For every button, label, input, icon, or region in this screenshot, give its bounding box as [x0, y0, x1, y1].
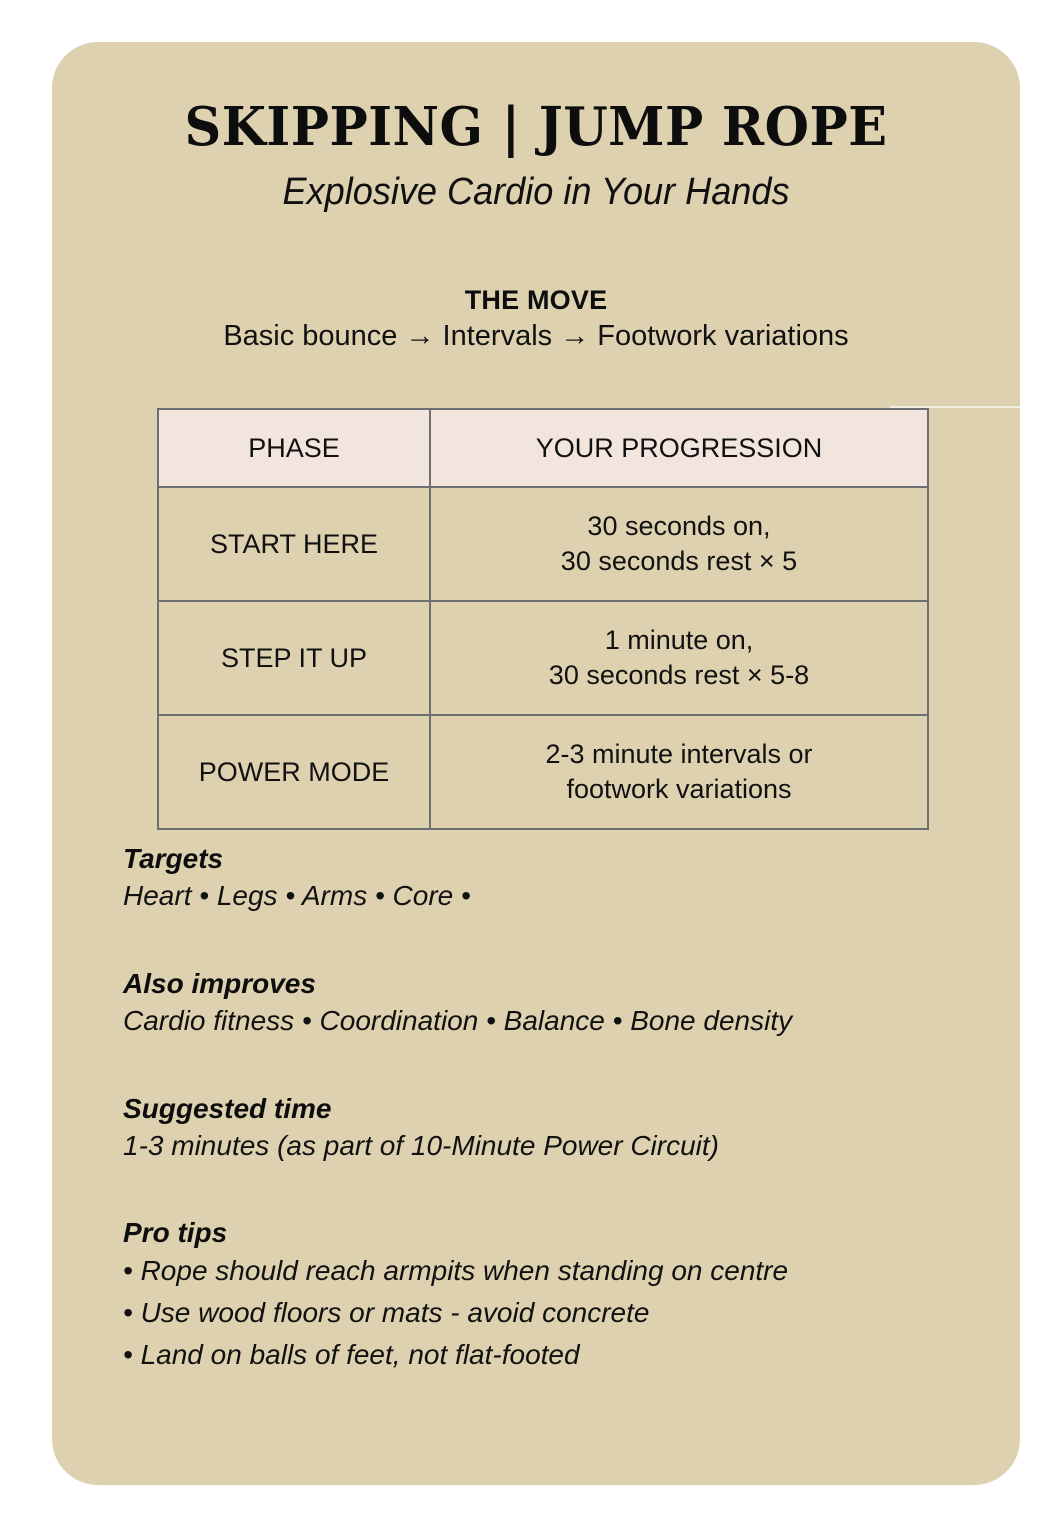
- progression-line-2: 30 seconds rest × 5: [560, 546, 798, 576]
- table-row: [158, 487, 928, 601]
- table-body: [158, 487, 928, 829]
- page-title: SKIPPING | JUMP ROPE: [184, 96, 888, 158]
- progression-line-1: 1 minute on,: [604, 625, 754, 656]
- section-heading-targets: Targets: [123, 843, 224, 874]
- page-subtitle: Explosive Cardio in Your Hands: [282, 171, 790, 213]
- pro-tip-item: • Land on balls of feet, not flat-footed: [123, 1339, 580, 1370]
- suggested-time-value: 1-3 minutes (as part of 10-Minute Power Circuit): [123, 1130, 719, 1161]
- section-suggested-time: [123, 1091, 1003, 1167]
- section-heading-suggested-time: Suggested time: [123, 1093, 332, 1124]
- cell-phase-start-here: START HERE: [158, 487, 430, 601]
- progression-line-1: 30 seconds on,: [587, 511, 771, 542]
- progression-line-1: 2-3 minute intervals or: [545, 739, 813, 770]
- section-heading-pro-tips: Pro tips: [123, 1217, 228, 1248]
- section-also-improves: [123, 966, 1003, 1042]
- section-targets: [123, 841, 1003, 917]
- table-row: [158, 601, 928, 715]
- cell-phase-step-it-up: STEP IT UP: [158, 601, 430, 715]
- cell-phase-power-mode: POWER MODE: [158, 715, 430, 829]
- table-row: [158, 715, 928, 829]
- progression-line-2: 30 seconds rest × 5-8: [548, 660, 810, 690]
- progression-line-2: footwork variations: [566, 774, 792, 804]
- exercise-info-card: [52, 42, 1020, 1485]
- pro-tip-item: • Use wood floors or mats - avoid concrete: [123, 1297, 650, 1328]
- column-header-progression: YOUR PROGRESSION: [430, 409, 928, 487]
- progression-table: [157, 408, 929, 830]
- cell-progression-power-mode: [430, 715, 928, 829]
- table-header: [158, 409, 928, 487]
- cell-progression-step-it-up: [430, 601, 928, 715]
- also-improves-list: Cardio fitness • Coordination • Balance • Bone density: [123, 1005, 793, 1036]
- pro-tip-item: • Rope should reach armpits when standing on centre: [123, 1255, 789, 1286]
- column-header-phase: PHASE: [158, 409, 430, 487]
- the-move-heading: THE MOVE: [464, 285, 608, 315]
- section-heading-also-improves: Also improves: [123, 968, 316, 999]
- table-header-row: [158, 409, 928, 487]
- targets-list: Heart • Legs • Arms • Core •: [123, 880, 471, 911]
- section-pro-tips: [123, 1215, 1003, 1376]
- cell-progression-start-here: [430, 487, 928, 601]
- the-move-sequence: Basic bounce → Intervals → Footwork variations: [223, 320, 849, 352]
